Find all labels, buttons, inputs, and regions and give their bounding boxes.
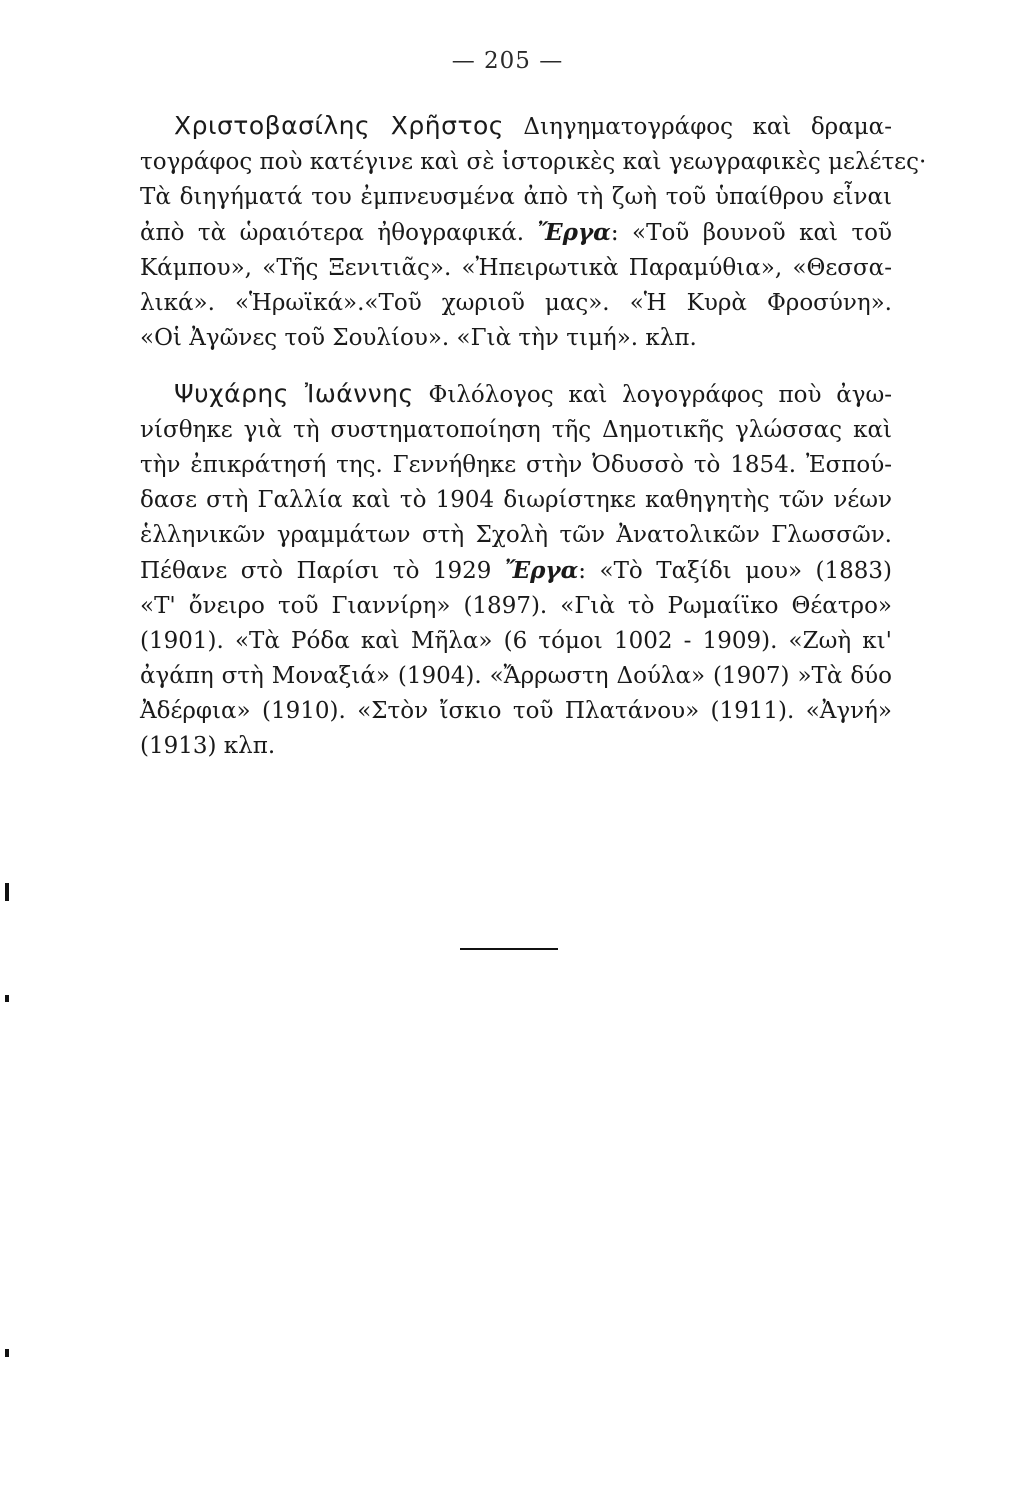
margin-mark (5, 995, 9, 1002)
text-line: ἑλληνικῶν γραμμάτων στὴ Σχολὴ τῶν Ἀνατολικῶν Γλωσσῶν. (140, 522, 892, 548)
works-label: Ἔργα (504, 557, 579, 584)
works-label: Ἔργα (537, 219, 611, 246)
text-line: δασε στὴ Γαλλία καὶ τὸ 1904 διωρίστηκε καθηγητὴς τῶν νέων (140, 487, 892, 513)
page-number: — 205 — (451, 48, 564, 74)
entry-psycharis (140, 376, 892, 764)
margin-mark (5, 1349, 9, 1357)
text-line: (1913) κλπ. (140, 733, 276, 759)
text-line: νίσθηκε γιὰ τὴ συστηματοποίηση τῆς Δημοτικῆς γλώσσας καὶ (140, 417, 892, 443)
text-line: Χριστοβασίλης Χρῆστος Διηγηματογράφος καὶ δραμα- (174, 111, 892, 140)
text-line: λικά». «Ἡρωϊκά».«Τοῦ χωριοῦ μας». «Ἡ Κυρὰ Φροσύνη». (140, 290, 892, 316)
text-line: «Οἱ Ἀγῶνες τοῦ Σουλίου». «Γιὰ τὴν τιμή». κλπ. (140, 325, 697, 351)
text-line: (1901). «Τὰ Ρόδα καὶ Μῆλα» (6 τόμοι 1002 - 1909). «Ζωὴ κι' (140, 628, 892, 654)
entry-christovasilis (140, 108, 927, 356)
entry-name: Χριστοβασίλης Χρῆστος (174, 111, 504, 140)
text-line: τὴν ἐπικράτησή της. Γεννήθηκε στὴν Ὀδυσσὸ τὸ 1854. Ἐσπού- (140, 452, 892, 478)
text-line: «Τ' ὄνειρο τοῦ Γιαννίρη» (1897). «Γιὰ τὸ Ρωμαίϊκο Θέατρο» (140, 593, 892, 619)
text-line: ἀγάπη στὴ Μοναξιά» (1904). «Ἄρρωστη Δούλα» (1907) »Τὰ δύο (140, 663, 892, 689)
text-line: Πέθανε στὸ Παρίσι τὸ 1929 Ἔργα: «Τὸ Ταξίδι μου» (1883) (140, 557, 893, 584)
section-divider (460, 948, 558, 950)
text-line: Ἀδέρφια» (1910). «Στὸν ἴσκιο τοῦ Πλατάνου» (1911). «Ἀγνή» (140, 698, 892, 724)
text-line: Κάμπου», «Τῆς Ξενιτιᾶς». «Ἠπειρωτικὰ Παραμύθια», «Θεσσα- (140, 255, 892, 281)
text-line: ἀπὸ τὰ ὡραιότερα ἠθογραφικά. Ἔργα: «Τοῦ βουνοῦ καὶ τοῦ (140, 219, 893, 246)
text-line: τογράφος ποὺ κατέγινε καὶ σὲ ἱστορικὲς καὶ γεωγραφικὲς μελέτες· (140, 149, 927, 175)
margin-mark (5, 883, 9, 901)
entry-name: Ψυχάρης Ἰωάννης (174, 379, 414, 408)
text-line: Τὰ διηγήματά του ἐμπνευσμένα ἀπὸ τὴ ζωὴ τοῦ ὑπαίθρου εἶναι (140, 184, 892, 210)
text-line: Ψυχάρης Ἰωάννης Φιλόλογος καὶ λογογράφος ποὺ ἀγω- (174, 379, 892, 408)
